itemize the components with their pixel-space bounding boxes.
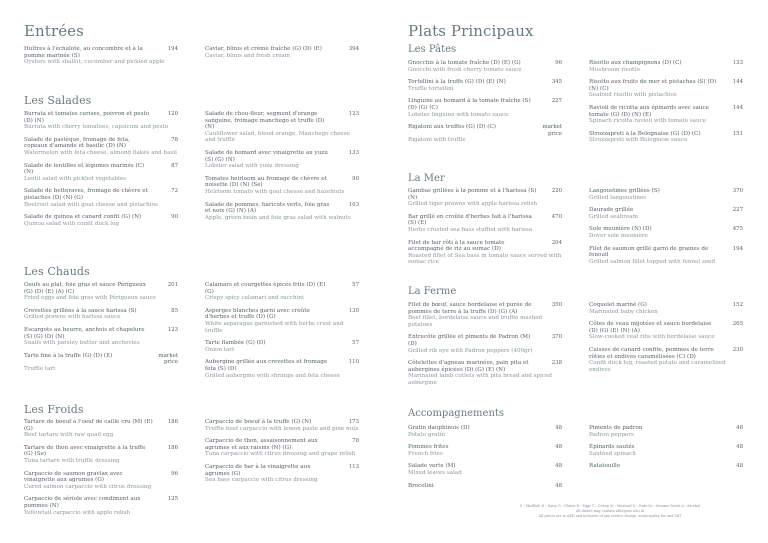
chauds-col-left xyxy=(24,282,178,379)
menu-item-row xyxy=(24,471,178,484)
menu-item xyxy=(205,464,359,484)
dish-price: 120 xyxy=(167,111,178,117)
menu-item-row xyxy=(408,240,562,253)
salades-col-left xyxy=(24,111,178,233)
menu-item xyxy=(589,444,743,457)
dish-name-fr: Coquelet mariné (G) xyxy=(589,302,647,308)
menu-item-row xyxy=(408,334,562,347)
menu-item xyxy=(408,188,562,208)
dish-price: 113 xyxy=(348,463,359,470)
dish-name-fr: Salade de quinoa et canard confit (G) (N) xyxy=(24,214,142,221)
menu-item-row xyxy=(24,111,178,124)
menu-item xyxy=(205,419,359,432)
dish-name-fr: Linguine au homard à la tomate fraîche (S) (D) (G) (C) xyxy=(408,98,531,111)
dish-name-en: Sautéed spinach xyxy=(589,450,636,457)
menu-item xyxy=(205,438,359,458)
dish-price: 227 xyxy=(732,207,743,214)
dish-name-en: Yellowtail carpaccio with apple relish xyxy=(24,509,131,516)
menu-item-row xyxy=(205,282,359,295)
menu-item-row xyxy=(589,60,743,67)
menu-item-row xyxy=(408,188,562,201)
menu-item xyxy=(24,282,178,302)
menu-item-row xyxy=(408,444,562,451)
dish-name-en: Crispy spicy calamari and zucchini xyxy=(205,295,304,302)
dish-name-fr: Sole meunière (N) (D) xyxy=(589,226,652,233)
pates-col-left xyxy=(408,60,562,150)
menu-item-row xyxy=(408,124,562,137)
dish-name-fr: Salade de lentilles et légumes marinés (C) (N) xyxy=(24,162,145,176)
menu-item-row xyxy=(24,308,178,315)
dish-price: 370 xyxy=(732,188,743,194)
dish-name-en: Herbs crusted sea bass stuffed with harissa xyxy=(408,226,533,233)
menu-item-row xyxy=(589,347,743,360)
dish-name-fr: Gratin dauphinois (D) xyxy=(408,425,470,431)
dish-name-en: Padron peppers xyxy=(589,431,634,438)
menu-item-row xyxy=(205,176,359,189)
dish-price: market price xyxy=(542,124,562,137)
dish-name-fr: Aubergine grillée aux crevettes et fromage feta (S) (D) xyxy=(205,359,328,372)
dish-price: 194 xyxy=(167,46,178,52)
menu-item-row xyxy=(24,163,178,176)
menu-item xyxy=(408,98,562,118)
menu-item xyxy=(408,214,562,234)
menu-item xyxy=(589,131,743,144)
dish-price: 144 xyxy=(732,79,743,86)
menu-item-row xyxy=(205,308,359,321)
dish-price: 470 xyxy=(551,213,562,220)
menu-item-row xyxy=(589,105,743,118)
menu-item-row xyxy=(24,214,178,221)
menu-item-row xyxy=(24,496,178,509)
accompagnements-col-left xyxy=(408,425,562,495)
dish-name-en: Marinated baby chicken xyxy=(589,308,658,315)
mer-heading: La Mer xyxy=(408,173,445,184)
menu-item-row xyxy=(205,111,359,131)
menu-item-row xyxy=(589,79,743,92)
dish-name-fr: Tortellini à la truffe (G) (D) (E) (N) xyxy=(408,79,506,86)
legend-line: All dishes may contain allergens also in xyxy=(575,509,644,513)
dish-name-en: Beetroot salad with goat cheese and pistachios xyxy=(24,201,158,208)
menu-item-row xyxy=(205,150,359,163)
menu-item xyxy=(205,308,359,334)
menu-item xyxy=(589,79,743,99)
menu-item-row xyxy=(205,438,359,451)
menu-item xyxy=(408,124,562,144)
dish-price: 48 xyxy=(736,444,743,451)
menu-item-row xyxy=(408,79,562,86)
menu-item xyxy=(408,240,562,266)
dish-name-fr: Épinards sautés xyxy=(589,444,635,451)
menu-item xyxy=(589,207,743,220)
menu-item xyxy=(205,340,359,353)
dish-name-fr: Salade de betteraves, fromage de chèvre et pistaches (D) (N) (G) xyxy=(24,188,148,201)
dish-price: 152 xyxy=(732,302,743,308)
dish-price: 130 xyxy=(348,307,359,314)
dish-name-fr: Cuisses de canard confite, pommes de terre rôties et endives caramélisées (C) (D) xyxy=(589,346,714,360)
ferme-heading: La Ferme xyxy=(408,286,457,297)
menu-item xyxy=(589,302,743,315)
menu-item xyxy=(205,359,359,379)
menu-item-row xyxy=(408,302,562,315)
dish-price: 48 xyxy=(555,444,562,451)
dish-name-en: Truffle tortellini xyxy=(408,85,454,92)
menu-item-row xyxy=(589,302,743,309)
dish-name-en: Spinach ricotta ravioli with tomato sauce xyxy=(589,118,707,125)
menu-item xyxy=(24,445,178,465)
menu-item-row xyxy=(408,463,562,470)
dish-price: 48 xyxy=(736,463,743,470)
menu-item xyxy=(24,111,178,131)
dish-price: 110 xyxy=(348,359,359,366)
menu-item xyxy=(24,163,178,183)
menu-item xyxy=(589,105,743,125)
dish-name-fr: Calamars et courgettes épicés frits (D) (E) (G) xyxy=(205,282,326,295)
dish-name-fr: Risotto aux fruits de mer et pistaches (S) (D) (N) (C) xyxy=(589,79,717,92)
menu-item-row xyxy=(24,137,178,150)
dish-price: 220 xyxy=(551,188,562,194)
menu-item xyxy=(24,137,178,157)
dish-name-en: Cauliflower salad, blood orange, Manchego cheese and truffle xyxy=(205,130,350,144)
menu-item xyxy=(589,321,743,341)
dish-price: 201 xyxy=(167,282,178,288)
menu-item-row xyxy=(408,360,562,373)
dish-price: 194 xyxy=(732,245,743,252)
dish-price: 151 xyxy=(732,130,743,137)
menu-item xyxy=(408,79,562,92)
entrees-col-right xyxy=(205,46,359,65)
dish-name-en: Onion tart xyxy=(205,346,235,353)
menu-item xyxy=(408,302,562,328)
dish-price: 48 xyxy=(555,425,562,431)
dish-price: 90 xyxy=(171,214,178,221)
accompagnements-col-right xyxy=(589,425,743,476)
dish-name-en: Lentil salad with pickled vegetables xyxy=(24,175,126,182)
dish-name-en: Dover sole meunière xyxy=(589,232,648,239)
menu-item-row xyxy=(408,98,562,111)
dish-price: 238 xyxy=(551,360,562,367)
menu-item xyxy=(408,444,562,457)
menu-item-row xyxy=(205,340,359,347)
dish-price: 394 xyxy=(348,46,359,52)
dish-name-fr: Ravioli de ricotta aux épinards avec sauce tomate (G) (D) (N) (E) xyxy=(589,104,709,118)
menu-item-row xyxy=(24,353,178,366)
menu-item-row xyxy=(24,188,178,201)
menu-item xyxy=(24,471,178,491)
dish-price: 265 xyxy=(732,321,743,328)
dish-name-fr: Gambas grillées à la pomme et à l'harissa (S) (N) xyxy=(408,188,537,201)
menu-item-row xyxy=(205,46,359,53)
menu-item-row xyxy=(589,188,743,195)
dish-name-en: Grilled rib eye with Padron peppers (400gr) xyxy=(408,347,533,354)
menu-item xyxy=(24,308,178,321)
ferme-col-left xyxy=(408,302,562,393)
menu-item xyxy=(408,334,562,354)
dish-name-en: Grilled seabream xyxy=(589,213,638,220)
menu-item-row xyxy=(205,464,359,477)
mer-col-left xyxy=(408,188,562,272)
dish-name-fr: Caviar, blinis et crème fraîche (G) (D) (E) xyxy=(205,46,322,52)
dish-name-en: Truffle beef carpaccio with lemon paste and pine nuts xyxy=(205,425,359,432)
dish-name-fr: Filet de bar rôti à la sauce tomate accompagné de riz au sumac (D) xyxy=(408,239,505,253)
dish-name-fr: Carpaccio de thon, assaisonnement aux agrumes et aux raisins (N) (G) xyxy=(205,438,318,451)
menu-item xyxy=(205,111,359,144)
dish-name-en: Grilled prawns with harissa sauce xyxy=(24,314,121,321)
dish-name-en: French fries xyxy=(408,450,443,457)
dish-name-en: Cured salmon carpaccio with citrus dressing xyxy=(24,483,152,490)
menu-item-row xyxy=(589,207,743,214)
dish-price: 87 xyxy=(171,162,178,169)
dish-price: 78 xyxy=(171,136,178,143)
dish-name-fr: Bar grillé en croûte d'herbes fait à l'harissa (S) (E) xyxy=(408,213,532,227)
dish-name-en: Apple, green bean and foie gras salad with walnuts xyxy=(205,214,351,221)
menu-item xyxy=(24,353,178,373)
dish-name-fr: Burrata et tomates cerises, poivron et pesto (D) (N) xyxy=(24,111,150,124)
dish-name-en: Confit duck leg, roasted potato and caramelized endives xyxy=(589,360,726,373)
dish-name-en: Tuna tartare with truffle dressing xyxy=(24,457,120,464)
froids-col-right xyxy=(205,419,359,490)
dish-name-fr: Daurade grillée xyxy=(589,207,634,214)
menu-item-row xyxy=(408,425,562,432)
menu-item-row xyxy=(408,60,562,67)
menu-item-row xyxy=(589,444,743,451)
dish-price: 48 xyxy=(736,425,743,431)
dish-price: 345 xyxy=(551,79,562,86)
menu-item xyxy=(408,463,562,476)
dish-name-fr: Tartare de thon avec vinaigrette à la truffe (G) (Se) xyxy=(24,444,146,458)
dish-name-fr: Carpaccio de boeuf à la truffe (G) (N) xyxy=(205,419,312,425)
menu-item xyxy=(589,226,743,239)
dish-name-fr: Côtes de veau mijotées et sauce bordelaise (D) (G) (E) (N) (A) xyxy=(589,321,712,334)
menu-item xyxy=(408,425,562,438)
menu-item-row xyxy=(589,131,743,138)
menu-item xyxy=(589,463,743,470)
dish-name-fr: Gnocchis à la tomate fraîche (D) (E) (G) xyxy=(408,60,521,66)
menu-item xyxy=(408,483,562,490)
dish-name-en: Snails with parsley butter and anchovies xyxy=(24,340,140,347)
dish-name-fr: Tarte flambée (G) (D) xyxy=(205,340,266,347)
menu-item-row xyxy=(408,483,562,490)
dish-name-en: Seafood risotto with pistachios xyxy=(589,92,677,99)
menu-item xyxy=(408,360,562,386)
dish-name-en: Beef fillet, bordelaise sauce and truffle mashed potatoes xyxy=(408,315,543,328)
dish-price: 173 xyxy=(348,419,359,425)
dish-name-fr: Entrecôte grillée et piments de Padron (M) (D) xyxy=(408,334,531,347)
dish-name-en: Potato gratin xyxy=(408,431,446,438)
menu-item-row xyxy=(205,202,359,215)
dish-name-en: Caviar, blinis and fresh cream xyxy=(205,52,291,59)
menu-item xyxy=(589,60,743,73)
menu-item xyxy=(24,419,178,439)
dish-name-en: Roasted fillet of Sea bass in tomato sauce served with sumac rice xyxy=(408,252,562,266)
dish-name-fr: Strozzapreti à la Bolognaise (G) (D) (C) xyxy=(589,130,701,137)
menu-item xyxy=(24,327,178,347)
dish-name-en: Rigatoni with truffle xyxy=(408,137,466,144)
dish-price: 186 xyxy=(167,419,178,425)
dish-name-fr: Huîtres à l'échalote, au concombre et à la pomme marinée (S) xyxy=(24,46,143,59)
dish-name-en: Slow-cooked veal ribs with bordelaise sauce xyxy=(589,334,715,341)
dish-price: 350 xyxy=(551,302,562,308)
dish-price: 123 xyxy=(348,111,359,117)
menu-item xyxy=(589,347,743,373)
dish-name-fr: Carpaccio de bar à la vinaigrette aux agrumes (G) xyxy=(205,463,311,477)
right-page xyxy=(384,0,768,543)
mer-col-right xyxy=(589,188,743,271)
dish-name-fr: Salade de pommes, haricots verts, foie gras et noix (G) (N) (A) xyxy=(205,201,330,215)
dish-price: 78 xyxy=(352,438,359,445)
legend-line: S - Shellfish D - Dairy G - Gluten E - Eggs C - Celery M - Mustard N - Nuts Se - Sesame Seeds A - Alcohol xyxy=(519,504,701,508)
dish-price: 125 xyxy=(167,496,178,503)
dish-name-fr: Rigatoni aux truffes (G) (D) (C) xyxy=(408,124,496,131)
dish-name-en: Marinated lamb cutlets with pita bread and spiced aubergine xyxy=(408,373,552,386)
dish-name-fr: Piments de padron xyxy=(589,425,643,431)
legend-line: All prices are in AED and inclusive of any service charge, municipality fee and VAT xyxy=(538,514,682,518)
dish-name-en: Mushroom risotto xyxy=(589,66,640,73)
dish-price: market price xyxy=(158,352,178,366)
dish-name-fr: Salade verte (M) xyxy=(408,463,456,470)
menu-item xyxy=(589,188,743,201)
menu-item-row xyxy=(589,226,743,233)
menu-item xyxy=(589,425,743,438)
dish-name-en: Gnocchi with fresh cherry tomato sauce xyxy=(408,66,522,73)
dish-name-fr: Tartare de boeuf à l'oeuf de caille cru (M) (E) (G) xyxy=(24,419,153,432)
dish-price: 227 xyxy=(551,98,562,105)
dish-name-fr: Tomates heirloom au fromage de chèvre et noisette (D) (N) (Se) xyxy=(205,175,327,189)
dish-price: 144 xyxy=(732,104,743,111)
salades-heading: Les Salades xyxy=(24,94,92,107)
menu-item-row xyxy=(205,359,359,372)
menu-item xyxy=(24,496,178,516)
dish-name-en: Strozzapreti with Bolognese sauce xyxy=(589,137,688,144)
dish-price: 370 xyxy=(551,334,562,341)
dish-name-fr: Salade de chou-fleur, segment d'orange sanguine, fromage manchego et truffe (D) (N) xyxy=(205,111,325,131)
dish-name-en: White asparagus garnished with herbs crust and truffle xyxy=(205,320,344,334)
dish-name-en: Watermelon with feta cheese, almond flakes and basil xyxy=(24,149,177,156)
dish-name-fr: Asperges blanches garni avec croûte d'herbes et truffe (D) (G) xyxy=(205,307,310,321)
menu-item xyxy=(205,282,359,302)
dish-price: 186 xyxy=(167,444,178,451)
dish-name-en: Heirloom tomato with goat cheese and hazelnuts xyxy=(205,188,345,195)
menu-item-row xyxy=(589,425,743,432)
menu-item-row xyxy=(408,214,562,227)
pates-col-right xyxy=(589,60,743,150)
dish-price: 48 xyxy=(555,463,562,470)
dish-name-fr: Côtelettes d'agneau marinées, pain pita et aubergines épicées (D) (G) (E) (N) xyxy=(408,360,529,373)
dish-price: 57 xyxy=(352,282,359,288)
froids-heading: Les Froids xyxy=(24,403,84,416)
menu-item-row xyxy=(24,282,178,295)
dish-price: 204 xyxy=(551,239,562,246)
menu-item-row xyxy=(589,463,743,470)
dish-name-fr: Carpaccio de sériole avec condiment aux pommes (N) xyxy=(24,496,141,509)
dish-name-en: Burrata with cherry tomatoes, capsicum and pesto xyxy=(24,124,169,131)
dish-name-en: Grilled aubergine with shrimps and feta cheese xyxy=(205,372,340,379)
menu-item-row xyxy=(24,46,178,59)
dish-name-fr: Filet de saumon grillé garni de graines de fenouil xyxy=(589,245,709,259)
dish-price: 96 xyxy=(171,470,178,477)
chauds-col-right xyxy=(205,282,359,385)
dish-name-fr: Ratatouille xyxy=(589,463,621,470)
dish-name-fr: Salade de homard avec vinaigrette au yuzu (S) (G) (N) xyxy=(205,149,328,163)
dish-price: 72 xyxy=(171,188,178,195)
menu-item-row xyxy=(24,445,178,458)
dish-price: 96 xyxy=(555,60,562,66)
dish-price: 475 xyxy=(732,226,743,233)
menu-item xyxy=(205,150,359,170)
dish-price: 85 xyxy=(171,307,178,314)
menu-item xyxy=(24,188,178,208)
dish-name-en: Mixed leaves salad xyxy=(408,469,462,476)
dish-name-en: Oysters with shallot, cucumber and pickled apple xyxy=(24,59,165,66)
allergen-legend xyxy=(460,504,760,519)
dish-name-en: Lobster salad with yuzu dressing xyxy=(205,163,299,170)
plats-principaux-heading: Plats Principaux xyxy=(408,22,534,40)
dish-price: 90 xyxy=(352,175,359,182)
menu-item xyxy=(408,60,562,73)
dish-name-en: Grilled tiger prawns with apple harissa relish xyxy=(408,201,538,208)
menu-item xyxy=(205,202,359,222)
menu-item xyxy=(205,176,359,196)
dish-price: 133 xyxy=(732,60,743,66)
dish-name-en: Grilled salmon fillet topped with fennel seed xyxy=(589,258,716,265)
ferme-col-right xyxy=(589,302,743,379)
dish-name-en: Truffle tart xyxy=(24,365,56,372)
dish-price: 133 xyxy=(348,149,359,156)
dish-name-fr: Pommes frites xyxy=(408,444,449,451)
salades-col-right xyxy=(205,111,359,227)
menu-item xyxy=(589,246,743,266)
entrees-heading: Entrées xyxy=(24,22,84,40)
menu-item xyxy=(24,46,178,66)
dish-price: 103 xyxy=(348,201,359,208)
dish-name-en: Sea bass carpaccio with citrus dressing xyxy=(205,477,318,484)
dish-name-fr: Oeufs au plat, foie gras et sauce Périgueux (G) (D) (E) (A) (C) xyxy=(24,282,146,295)
accompagnements-heading: Accompagnements xyxy=(408,408,505,419)
dish-price: 57 xyxy=(352,340,359,347)
menu-item xyxy=(24,214,178,227)
dish-name-fr: Salade de pastèque, fromage de feta, copeaux d'amande et basilic (D) (N) xyxy=(24,136,130,150)
dish-price: 230 xyxy=(732,346,743,353)
menu-item-row xyxy=(205,419,359,426)
menu-item-row xyxy=(589,246,743,259)
menu-item xyxy=(205,46,359,59)
dish-name-fr: Tarte fine à la truffe (G) (D) (E) xyxy=(24,352,113,359)
dish-name-fr: Risotto aux champignons (D) (C) xyxy=(589,60,682,66)
dish-name-fr: Langoustines grillées (S) xyxy=(589,188,660,194)
dish-name-en: Tuna carpaccio with citrus dressing and grape relish xyxy=(205,451,356,458)
menu-item-row xyxy=(589,321,743,334)
pates-heading: Les Pâtes xyxy=(408,44,457,55)
dish-name-en: Beef tartare with raw quail egg xyxy=(24,432,114,439)
chauds-heading: Les Chauds xyxy=(24,265,90,278)
dish-name-fr: Filet de bœuf, sauce bordelaise et purée de pommes de terre à la truffe (D) (G) (A) xyxy=(408,302,532,315)
dish-name-en: Quinoa salad with confit duck leg xyxy=(24,220,119,227)
dish-name-fr: Brocolini xyxy=(408,482,434,489)
menu-item-row xyxy=(24,419,178,432)
dish-price: 48 xyxy=(555,482,562,489)
dish-name-fr: Crevettes grillées à la sauce harissa (S) xyxy=(24,307,137,314)
dish-name-fr: Escargots au beurre, anchois et chapelure (S) (G) (D) (N) xyxy=(24,326,145,340)
dish-price: 123 xyxy=(167,326,178,333)
dish-name-fr: Carpaccio de saumon gravlax avec vinaigrette aux agrumes (G) xyxy=(24,470,123,484)
dish-name-en: Lobster linguine with tomato sauce xyxy=(408,111,509,118)
dish-name-en: Fried eggs and foie gras with Périgueux sauce xyxy=(24,295,156,302)
menu-item-row xyxy=(24,327,178,340)
froids-col-left xyxy=(24,419,178,522)
entrees-col-left xyxy=(24,46,178,72)
dish-name-en: Grilled langoustines xyxy=(589,194,647,201)
